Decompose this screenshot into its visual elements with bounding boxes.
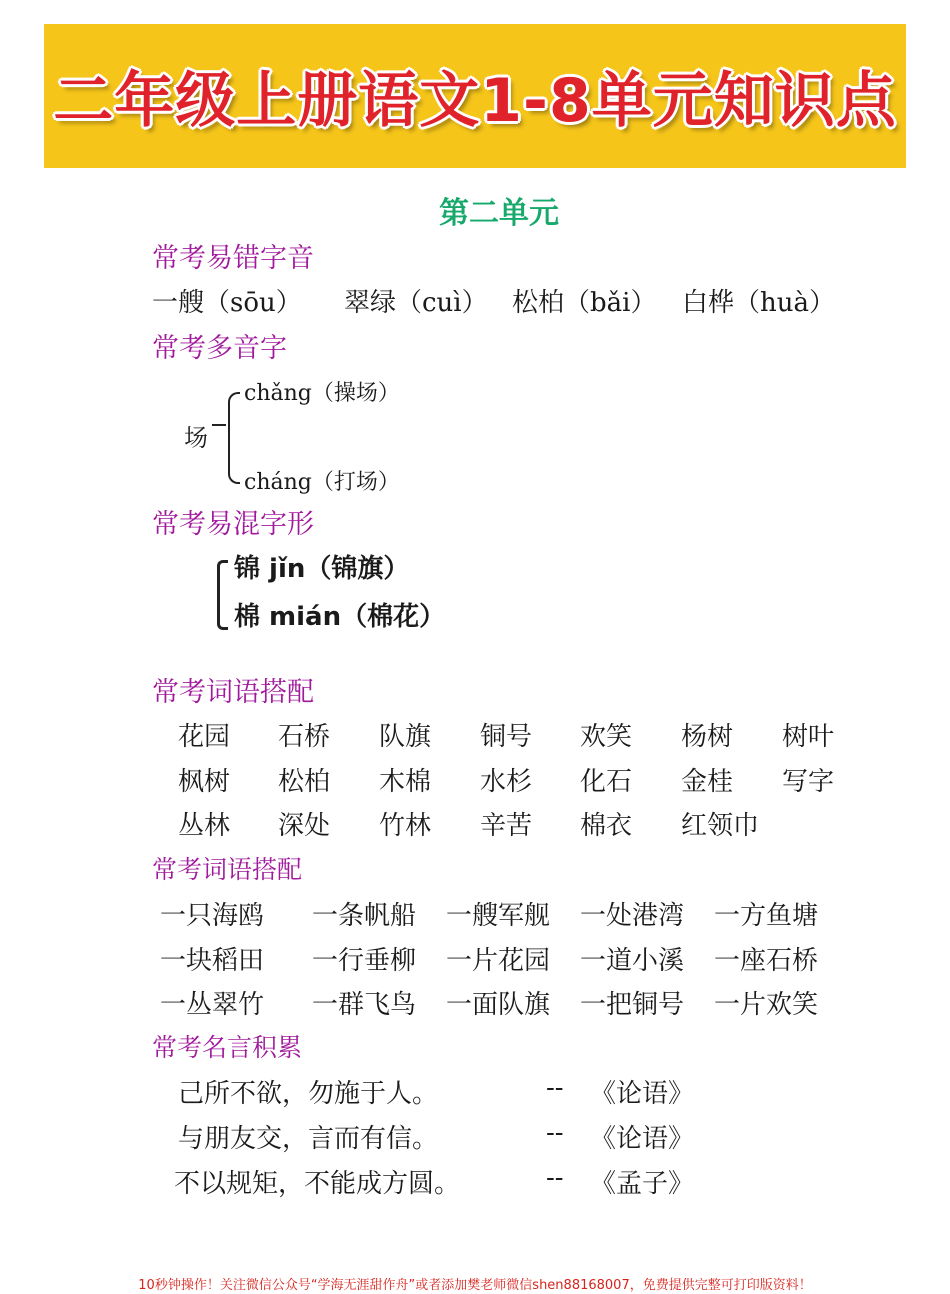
pronunciation-item: 翠绿（cuì） <box>344 288 488 318</box>
confusing-item: 棉 mián（棉花） <box>234 602 446 632</box>
quote-dash: -- <box>546 1118 564 1148</box>
word-item: 丛林 <box>178 811 231 841</box>
word-item: 水杉 <box>480 767 533 797</box>
measure-item: 一面队旗 <box>446 990 551 1020</box>
brace-upper <box>228 392 240 434</box>
confusing-brace <box>217 560 228 630</box>
quote-source: 《论语》 <box>590 1124 695 1154</box>
measure-item: 一道小溪 <box>580 946 685 976</box>
section-heading-measure: 常考词语搭配 <box>152 855 303 884</box>
brace-point <box>212 424 226 426</box>
quote-row <box>174 1163 738 1197</box>
quote-dash: -- <box>546 1073 564 1103</box>
measure-item: 一只海鸥 <box>160 901 265 931</box>
measure-item: 一座石桥 <box>714 946 819 976</box>
title-banner <box>44 24 906 168</box>
measure-row <box>160 940 840 974</box>
pronunciation-item: 松柏（bǎi） <box>512 288 657 318</box>
word-item: 木棉 <box>379 767 432 797</box>
quote-text: 己所不欲，勿施于人。 <box>178 1079 439 1109</box>
measure-item: 一片花园 <box>446 946 551 976</box>
words-row <box>178 805 878 839</box>
measure-item: 一块稻田 <box>160 946 265 976</box>
word-item: 红领巾 <box>681 811 760 841</box>
footer-note: 10秒钟操作！关注微信公众号“学海无涯甜作舟”或者添加樊老师微信shen88168007，免费提供完整可打印版资料！ <box>138 1278 812 1293</box>
section-heading-words: 常考词语搭配 <box>152 677 314 708</box>
word-item: 棉衣 <box>580 811 633 841</box>
measure-item: 一方鱼塘 <box>714 901 819 931</box>
section-heading-pronunciation: 常考易错字音 <box>152 243 314 274</box>
quote-row <box>178 1118 738 1152</box>
measure-item: 一艘军舰 <box>446 901 551 931</box>
words-row <box>178 716 878 750</box>
quote-text: 与朋友交，言而有信。 <box>178 1124 439 1154</box>
word-item: 欢笑 <box>580 722 633 752</box>
measure-item: 一丛翠竹 <box>160 990 265 1020</box>
measure-item: 一把铜号 <box>580 990 685 1020</box>
quote-source: 《孟子》 <box>590 1169 695 1199</box>
word-item: 金桂 <box>681 767 734 797</box>
polyphone-reading: cháng（打场） <box>244 470 400 495</box>
word-item: 枫树 <box>178 767 231 797</box>
word-item: 写字 <box>782 767 835 797</box>
confusing-item: 锦 jǐn（锦旗） <box>234 554 410 584</box>
quote-row <box>178 1073 738 1107</box>
word-item: 化石 <box>580 767 633 797</box>
measure-item: 一条帆船 <box>312 901 417 931</box>
page-title: 二年级上册语文1-8单元知识点 <box>53 66 897 136</box>
words-row <box>178 761 878 795</box>
measure-item: 一处港湾 <box>580 901 685 931</box>
word-item: 辛苦 <box>480 811 533 841</box>
pronunciation-item: 白桦（huà） <box>682 288 835 318</box>
word-item: 铜号 <box>480 722 533 752</box>
word-item: 石桥 <box>278 722 331 752</box>
polyphone-char: 场 <box>184 424 208 452</box>
quote-dash: -- <box>546 1163 564 1193</box>
pronunciation-item: 一艘（sōu） <box>152 288 302 318</box>
word-item: 深处 <box>278 811 331 841</box>
section-heading-quotes: 常考名言积累 <box>152 1033 303 1062</box>
measure-item: 一片欢笑 <box>714 990 819 1020</box>
word-item: 树叶 <box>782 722 835 752</box>
measure-item: 一群飞鸟 <box>312 990 417 1020</box>
word-item: 竹林 <box>379 811 432 841</box>
quote-source: 《论语》 <box>590 1079 695 1109</box>
measure-item: 一行垂柳 <box>312 946 417 976</box>
word-item: 队旗 <box>379 722 432 752</box>
brace-lower <box>228 432 240 484</box>
section-heading-confusing: 常考易混字形 <box>152 509 314 540</box>
word-item: 杨树 <box>681 722 734 752</box>
word-item: 花园 <box>178 722 231 752</box>
word-item: 松柏 <box>278 767 331 797</box>
polyphone-reading: chǎng（操场） <box>244 381 400 406</box>
measure-row <box>160 984 840 1018</box>
unit-title: 第二单元 <box>439 196 559 231</box>
measure-row <box>160 895 840 929</box>
section-heading-polyphone: 常考多音字 <box>152 333 287 364</box>
quote-text: 不以规矩，不能成方圆。 <box>174 1169 461 1199</box>
